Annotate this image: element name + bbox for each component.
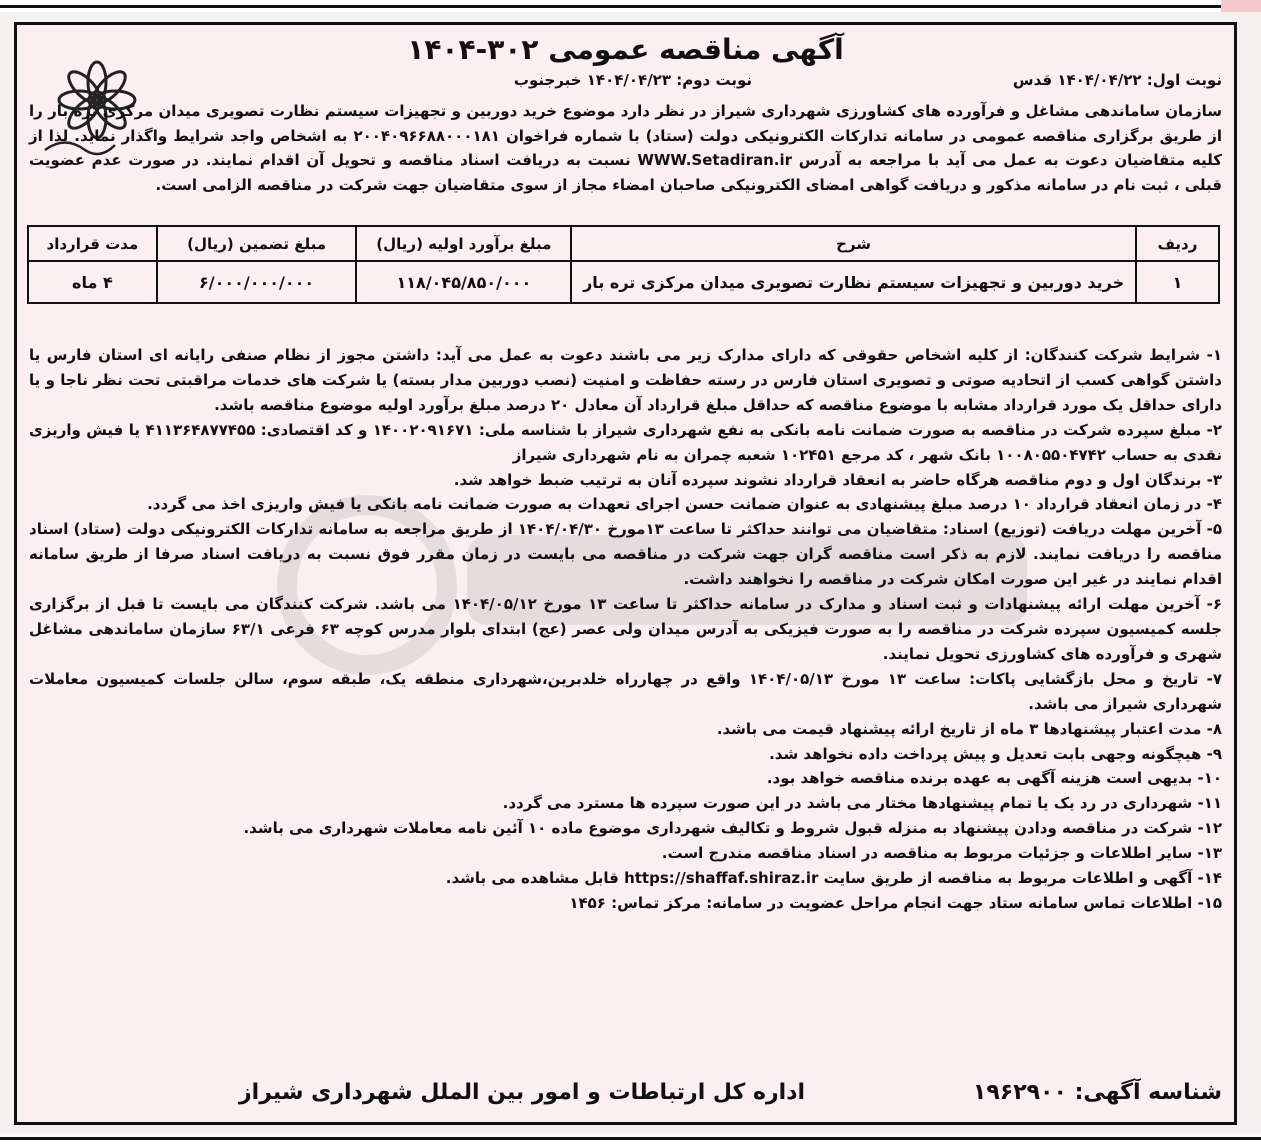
notice-title: آگهی مناقصه عمومی ۳۰۲-۱۴۰۴	[407, 33, 844, 66]
condition-item: ۲- مبلغ سپرده شرکت در مناقصه به صورت ضمانت نامه بانکی به نفع شهرداری شیراز با شناسه ملی: ۱۴۰۰۲۰۹۱۶۷۱ و کد اقتصادی: ۴۱۱۳۶۴۸۷۷۴۵۵ یا فیش واریزی نقدی به حساب ۱۰۰۸۰۵۵۰۴۷۴۲ بانک شهر ، کد مرجع ۱۰۲۴۵۱ شعبه چمران به نام شهرداری شیراز	[29, 420, 1222, 464]
condition-item: ۷- تاریخ و محل بازگشایی پاکات: ساعت ۱۳ مورخ ۱۴۰۴/۰۵/۱۳ واقع در چهارراه خلدبرین،شهرداری منطقه یک، طبقه سوم، سالن جلسات کمیسیون معاملات شهرداری شیراز می باشد.	[29, 669, 1222, 713]
second-publication: نوبت دوم: ۱۴۰۴/۰۴/۲۳ خبرجنوب	[513, 71, 752, 89]
header-estimate: مبلغ برآورد اولیه (ریال)	[356, 226, 571, 261]
header-description: شرح	[571, 226, 1136, 261]
condition-item: ۸- مدت اعتبار پیشنهادها ۳ ماه از تاریخ ارائه پیشنهاد قیمت می باشد.	[716, 719, 1222, 738]
condition-item: ۱- شرایط شرکت کنندگان: از کلیه اشخاص حقوقی که دارای مدارک زیر می باشند دعوت به عمل می آید: داشتن مجوز از نظام صنفی رایانه ای استان فارس یا داشتن گواهی کسب از اتحادیه صوتی و تصویری استان فارس در رسته حفاظت و امنیت (نصب دوربین مدار بسته) یا شرکت های خدمات مراقبتی تحت نظر ناجا و یا دارای حداقل یک مورد قرارداد مشابه با موضوع مناقصه که حداقل مبلغ قرارداد آن معادل ۲۰ درصد مبلغ برآورد اولیه موضوع مناقصه باشد.	[29, 346, 1222, 414]
tender-notice	[14, 22, 1237, 1125]
notice-id: شناسه آگهی: ۱۹۶۲۹۰۰	[972, 1080, 1222, 1105]
first-publication: نوبت اول: ۱۴۰۴/۰۴/۲۲ قدس	[1012, 71, 1222, 89]
issuing-office: اداره کل ارتباطات و امور بین الملل شهرداری شیراز	[239, 1080, 806, 1105]
condition-item: ۱۴- آگهی و اطلاعات مربوط به مناقصه از طریق سایت https://shaffaf.shiraz.ir قابل مشاهده می باشد.	[445, 869, 1222, 888]
notice-footer	[29, 1080, 1222, 1114]
table-row	[28, 261, 1219, 303]
publication-dates	[167, 71, 1222, 95]
cell-description: خرید دوربین و تجهیزات سیستم نظارت تصویری میدان مرکزی تره بار	[571, 261, 1136, 303]
cell-estimate: ۱۱۸/۰۴۵/۸۵۰/۰۰۰	[356, 261, 571, 303]
header-duration: مدت قرارداد	[28, 226, 157, 261]
condition-item: ۹- هیچگونه وجهی بابت تعدیل و پیش پرداخت داده نخواهد شد.	[769, 744, 1222, 763]
header-row-number: ردیف	[1136, 226, 1219, 261]
cell-duration: ۴ ماه	[28, 261, 157, 303]
cell-row-number: ۱	[1136, 261, 1219, 303]
condition-item: ۵- آخرین مهلت دریافت (توزیع) اسناد: متقاضیان می توانند حداکثر تا ساعت ۱۳مورخ ۱۴۰۴/۰۴/۳۰ از طریق مراجعه به سامانه تدارکات الکترونیکی دولت (ستاد) اسناد مناقصه را دریافت نمایند. لازم به ذکر است مناقصه گران جهت شرکت در مناقصه می بایست در زمان مقرر فوق نسبت به دریافت اسناد صرفا از طریق سامانه اقدام نمایند در غیر این صورت امکان شرکت در مناقصه را نخواهند داشت.	[29, 520, 1223, 589]
bottom-rule	[0, 1134, 1261, 1144]
condition-item: ۴- در زمان انعقاد قرارداد ۱۰ درصد مبلغ پیشنهادی به عنوان ضمانت حسن اجرای تعهدات به صورت ضمانت نامه بانکی یا فیش واریزی اخذ می گردد.	[147, 495, 1222, 514]
condition-item: ۶- آخرین مهلت ارائه پیشنهادات و ثبت اسناد و مدارک در سامانه حداکثر تا ساعت ۱۳ مورخ ۱۴۰۴/۰۵/۱۲ می باشد. شرکت کنندگان می بایست تا قبل از برگزاری جلسه کمیسیون سپرده شرکت در مناقصه را به صورت فیزیکی به آدرس میدان ولی عصر (عج) ابتدای بلوار مدرس کوچه ۶۳ فرعی ۶۳/۱ سازمان ساماندهی مشاغل شهری و فرآورده های کشاورزی تحویل نمایند.	[29, 595, 1223, 663]
tender-table	[27, 225, 1220, 304]
condition-item: ۱۰- بدیهی است هزینه آگهی به عهده برنده مناقصه خواهد بود.	[766, 769, 1222, 788]
conditions-list	[29, 343, 1222, 916]
top-rule	[0, 0, 1261, 12]
condition-item: ۱۵- اطلاعات تماس سامانه ستاد جهت انجام مراحل عضویت در سامانه: مرکز تماس: ۱۴۵۶	[569, 893, 1222, 912]
condition-item: ۱۳- سایر اطلاعات و جزئیات مربوط به مناقصه در اسناد مناقصه مندرج است.	[661, 844, 1222, 863]
condition-item: ۱۲- شرکت در مناقصه ودادن پیشنهاد به منزله قبول شروط و تکالیف شهرداری موضوع ماده ۱۰ آئین نامه معاملات شهرداری می باشد.	[243, 819, 1222, 838]
cell-guarantee: ۶/۰۰۰/۰۰۰/۰۰۰	[157, 261, 357, 303]
condition-item: ۳- برندگان اول و دوم مناقصه هرگاه حاضر به انعقاد قرارداد نشوند سپرده آنان به ترتیب ضبط خواهد شد.	[453, 470, 1222, 489]
notice-intro: سازمان ساماندهی مشاغل و فرآورده های کشاورزی شهرداری شیراز در نظر دارد موضوع خرید دوربین و تجهیزات سیستم نظارت تصویری میدان مرکزی تره بار را از طریق برگزاری مناقصه عمومی در سامانه تدارکات الکترونیکی دولت (ستاد) با شماره فراخوان ۲۰۰۴۰۹۶۶۸۸۰۰۰۱۸۱ به اشخاص واجد شرایط واگذار نماید. لذا از کلیه متقاضیان دعوت به عمل می آید با مراجعه به آدرس WWW.Setadiran.ir نسبت به دریافت اسناد مناقصه و تحویل آن اقدام نمایند. در صورت عدم عضویت قبلی ، ثبت نام در سامانه مذکور و دریافت گواهی امضای الکترونیکی صاحبان امضاء مجاز از سوی متقاضیان جهت شرکت در مناقصه الزامی است.	[29, 102, 1223, 194]
condition-item: ۱۱- شهرداری در رد یک یا تمام پیشنهادها مختار می باشد در این صورت سپرده ها مسترد می گردد.	[502, 794, 1222, 813]
table-header-row	[28, 226, 1219, 261]
header-guarantee: مبلغ تضمین (ریال)	[157, 226, 357, 261]
